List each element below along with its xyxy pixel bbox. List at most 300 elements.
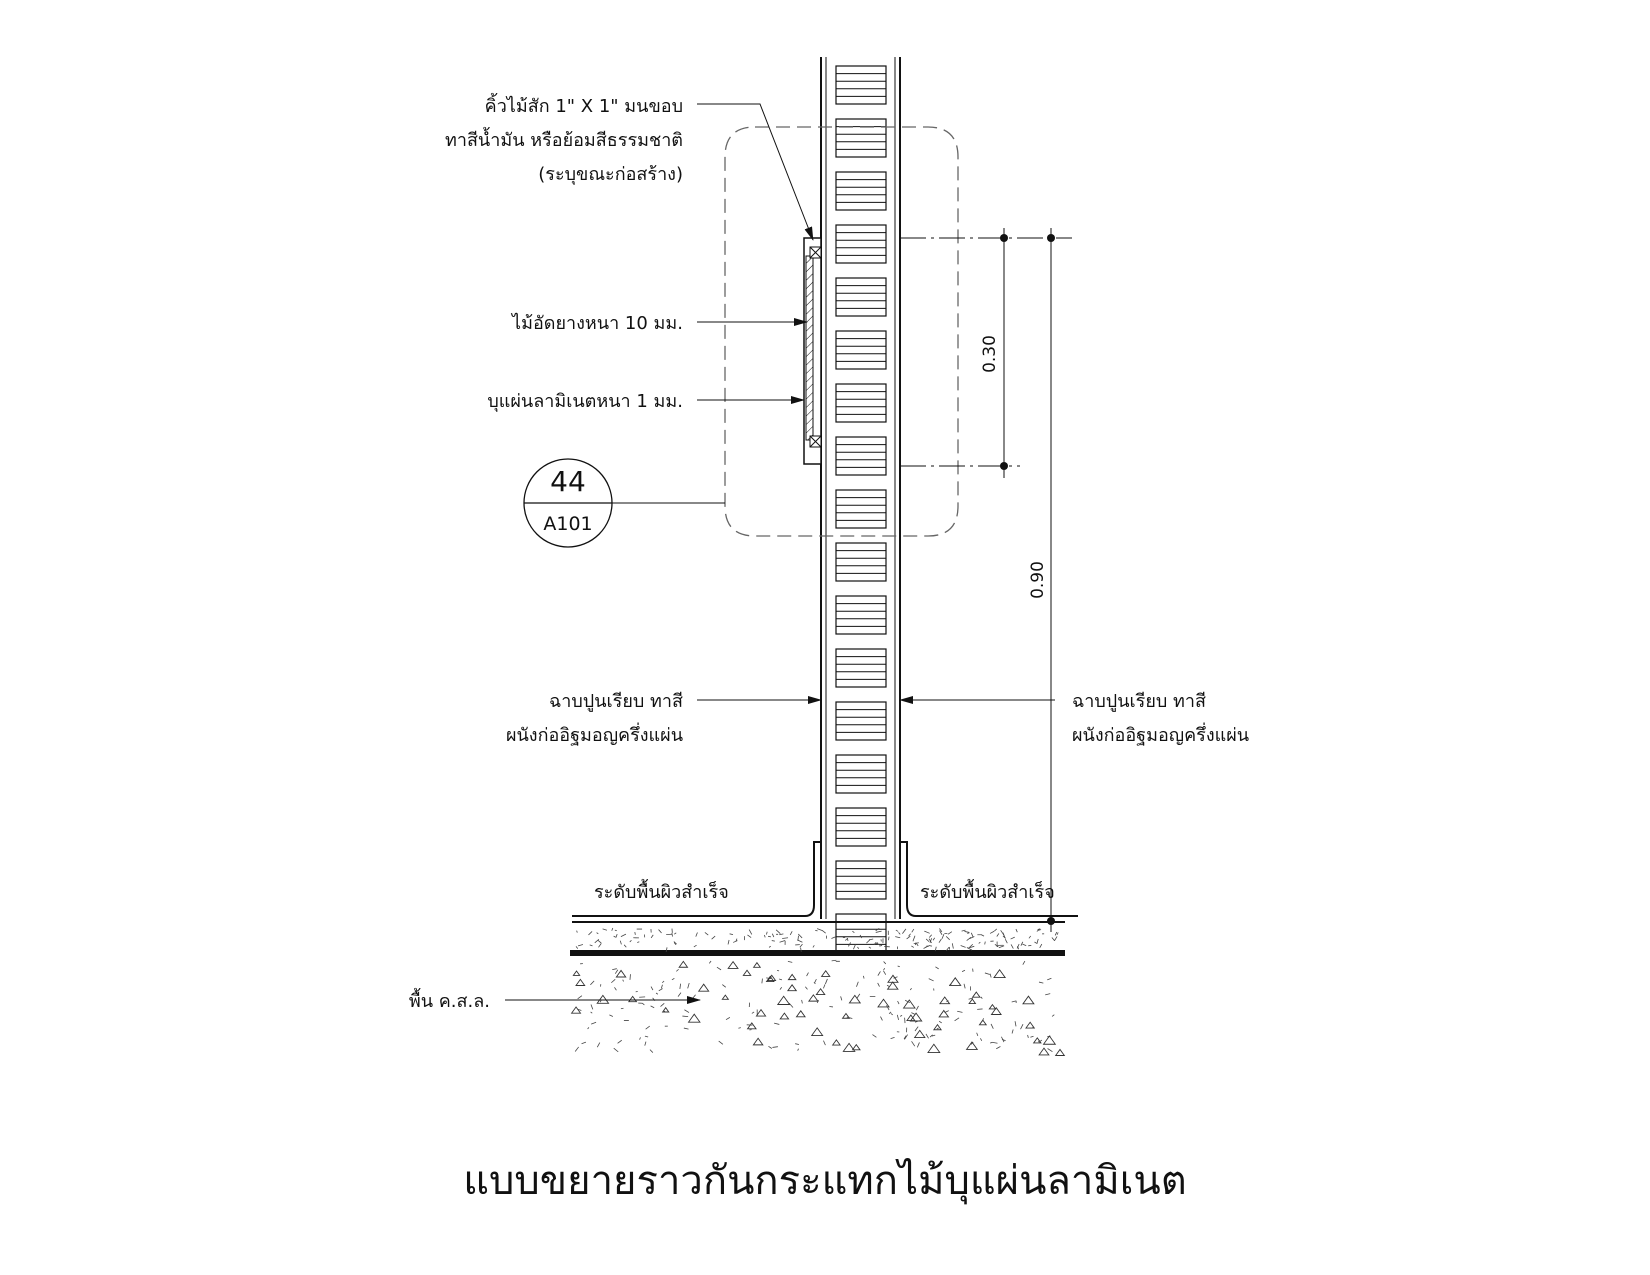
aggregate-stone	[743, 970, 750, 975]
aggregate-grain	[640, 1037, 641, 1039]
aggregate-grain	[693, 995, 696, 998]
aggregate-stone	[1039, 1048, 1049, 1055]
bumper-rail	[804, 238, 821, 464]
aggregate-grain	[1028, 1035, 1029, 1038]
note-slab: พื้น ค.ส.ล.	[408, 991, 490, 1012]
aggregate-grain	[780, 987, 782, 989]
aggregate-grain	[965, 931, 970, 932]
aggregate-grain	[726, 1017, 730, 1019]
aggregate-grain	[645, 1036, 648, 1037]
aggregate-grain	[929, 946, 932, 947]
aggregate-stone	[689, 1014, 700, 1022]
aggregate-grain	[612, 928, 613, 931]
aggregate-grain	[591, 1004, 593, 1009]
aggregate-grain	[615, 930, 617, 931]
aggregate-grain	[782, 938, 788, 939]
aggregate-grain	[946, 936, 949, 939]
aggregate-grain	[684, 1028, 689, 1029]
aggregate-grain	[730, 934, 733, 935]
note-floor-finish-left: ระดับพื้นผิวสำเร็จ	[594, 882, 729, 903]
aggregate-stone	[816, 989, 824, 995]
aggregate-grain	[623, 980, 624, 982]
aggregate-grain	[598, 940, 601, 943]
note-plaster-left-line1: ฉาบปูนเรียบ ทาสี	[549, 691, 683, 712]
aggregate-grain	[898, 966, 900, 967]
aggregate-grain	[651, 987, 653, 991]
aggregate-grain	[926, 939, 929, 942]
aggregate-grain	[981, 997, 982, 999]
aggregate-stone	[888, 975, 898, 982]
brick-course	[836, 172, 886, 210]
aggregate-grain	[907, 936, 911, 939]
aggregate-grain	[911, 1013, 915, 1015]
aggregate-grain	[939, 1021, 942, 1023]
aggregate-grain	[1021, 1024, 1023, 1029]
aggregate-grain	[733, 941, 737, 943]
aggregate-grain	[912, 929, 914, 932]
brick-course	[836, 437, 886, 475]
aggregate-stone	[748, 1023, 756, 1029]
aggregate-grain	[682, 1016, 688, 1017]
aggregate-stone	[888, 982, 898, 989]
aggregate-grain	[967, 933, 969, 934]
aggregate-grain	[887, 985, 890, 986]
brick-course	[836, 66, 886, 104]
aggregate-grain	[1012, 1030, 1013, 1034]
aggregate-stone	[753, 1038, 762, 1045]
aggregate-grain	[614, 936, 616, 937]
aggregate-grain	[1054, 936, 1057, 940]
aggregate-grain	[962, 970, 965, 971]
note-floor-finish-right: ระดับพื้นผิวสำเร็จ	[920, 882, 1055, 903]
aggregate-grain	[588, 1027, 589, 1029]
aggregate-grain	[637, 942, 639, 943]
aggregate-grain	[997, 933, 999, 936]
note-teak-trim-line3: (ระบุขณะก่อสร้าง)	[538, 164, 683, 185]
aggregate-stone	[788, 974, 795, 979]
aggregate-grain	[712, 936, 716, 939]
concrete-aggregate	[572, 928, 1065, 1055]
aggregate-grain	[857, 994, 860, 999]
aggregate-grain	[813, 945, 814, 947]
aggregate-grain	[630, 974, 631, 980]
aggregate-grain	[722, 985, 725, 988]
aggregate-grain	[624, 945, 626, 947]
aggregate-grain	[768, 936, 771, 937]
aggregate-grain	[964, 984, 965, 989]
aggregate-grain	[880, 1017, 882, 1021]
brick-course	[836, 384, 886, 422]
aggregate-stone	[629, 996, 637, 1001]
aggregate-stone	[1034, 1038, 1041, 1043]
aggregate-grain	[789, 1003, 793, 1007]
aggregate-stone	[573, 971, 579, 975]
aggregate-grain	[603, 929, 607, 930]
aggregate-grain	[895, 937, 900, 938]
aggregate-grain	[912, 1041, 915, 1046]
aggregate-stone	[754, 963, 761, 968]
note-laminate: บุแผ่นลามิเนตหนา 1 มม.	[487, 391, 683, 412]
aggregate-grain	[597, 1043, 600, 1048]
aggregate-grain	[802, 1000, 803, 1003]
aggregate-grain	[962, 930, 966, 931]
note-teak-trim-line2: ทาสีน้ำมัน หรือย้อมสีธรรมชาติ	[444, 130, 683, 151]
aggregate-grain	[614, 1048, 618, 1052]
aggregate-grain	[577, 931, 578, 933]
aggregate-grain	[916, 1006, 918, 1010]
aggregate-grain	[656, 993, 658, 994]
aggregate-grain	[661, 985, 662, 989]
aggregate-grain	[795, 1044, 799, 1045]
aggregate-grain	[878, 983, 880, 987]
aggregate-stone	[778, 996, 790, 1004]
aggregate-grain	[952, 943, 953, 948]
teak-trim-bottom	[810, 436, 821, 447]
aggregate-grain	[897, 1015, 898, 1020]
aggregate-grain	[911, 946, 913, 947]
aggregate-grain	[884, 961, 886, 963]
aggregate-stone	[1056, 1049, 1065, 1055]
dim-total-height: 0.90	[1028, 561, 1048, 599]
aggregate-grain	[630, 940, 632, 942]
aggregate-grain	[915, 1027, 918, 1031]
aggregate-grain	[1039, 982, 1043, 983]
aggregate-grain	[841, 996, 842, 1000]
aggregate-grain	[672, 978, 674, 979]
aggregate-grain	[917, 1042, 919, 1047]
aggregate-stone	[822, 971, 830, 977]
aggregate-grain	[872, 1035, 876, 1038]
brick-course	[836, 225, 886, 263]
detail-callout	[524, 459, 725, 547]
aggregate-grain	[971, 933, 973, 937]
aggregate-grain	[985, 973, 990, 975]
brick-course	[836, 914, 886, 952]
aggregate-grain	[578, 945, 583, 946]
aggregate-grain	[926, 1034, 929, 1038]
drawing-title: แบบขยายราวกันกระแทกไม้บุแผ่นลามิเนต	[463, 1158, 1187, 1204]
aggregate-grain	[752, 1012, 754, 1014]
aggregate-grain	[999, 946, 1004, 948]
aggregate-stone	[809, 995, 818, 1001]
aggregate-grain	[768, 1046, 771, 1048]
aggregate-grain	[582, 1042, 586, 1044]
brick-course	[836, 331, 886, 369]
aggregate-grain	[612, 969, 617, 970]
aggregate-stone	[780, 1013, 788, 1019]
aggregate-stone	[994, 970, 1005, 978]
aggregate-grain	[913, 936, 915, 941]
aggregate-grain	[822, 930, 825, 933]
brick-course	[836, 702, 886, 740]
aggregate-stone	[722, 995, 728, 999]
callout-sheet: A101	[543, 513, 593, 535]
aggregate-grain	[981, 935, 984, 936]
aggregate-grain	[825, 979, 827, 984]
aggregate-grain	[709, 961, 711, 963]
dim-rail-height: 0.30	[980, 335, 1000, 373]
aggregate-stone	[878, 999, 889, 1007]
aggregate-grain	[807, 973, 809, 976]
notes	[409, 93, 1249, 1012]
aggregate-grain	[1035, 942, 1037, 943]
aggregate-grain	[597, 933, 599, 934]
brick-course	[836, 755, 886, 793]
aggregate-stone	[788, 985, 796, 991]
aggregate-grain	[1040, 944, 1042, 948]
aggregate-grain	[831, 937, 835, 939]
aggregate-grain	[1045, 994, 1050, 995]
aggregate-grain	[598, 943, 601, 947]
aggregate-grain	[684, 1010, 689, 1013]
aggregate-grain	[651, 935, 653, 938]
aggregate-grain	[898, 1001, 899, 1004]
aggregate-grain	[1057, 932, 1058, 934]
aggregate-grain	[990, 931, 994, 933]
aggregate-grain	[1005, 939, 1007, 943]
dimensions	[900, 228, 1072, 932]
aggregate-grain	[747, 935, 751, 938]
aggregate-grain	[790, 931, 792, 935]
aggregate-grain	[611, 979, 615, 982]
aggregate-grain	[717, 967, 721, 970]
aggregate-grain	[1047, 978, 1051, 980]
aggregate-grain	[575, 1047, 578, 1052]
aggregate-grain	[990, 1042, 992, 1043]
aggregate-grain	[728, 940, 729, 944]
aggregate-grain	[779, 979, 782, 980]
aggregate-grain	[1011, 944, 1013, 948]
aggregate-grain	[937, 1028, 939, 1029]
aggregate-grain	[1016, 929, 1017, 932]
brick-course	[836, 278, 886, 316]
aggregate-grain	[621, 934, 626, 936]
aggregate-grain	[899, 932, 901, 934]
aggregate-grain	[798, 936, 799, 941]
aggregate-grain	[766, 932, 767, 935]
aggregate-stone	[989, 1005, 995, 1009]
aggregate-grain	[832, 960, 837, 961]
aggregate-grain	[979, 942, 981, 943]
aggregate-grain	[823, 984, 825, 988]
aggregate-grain	[977, 1033, 978, 1036]
aggregate-grain	[889, 1012, 891, 1014]
aggregate-grain	[678, 993, 681, 997]
aggregate-grain	[646, 1026, 650, 1029]
aggregate-grain	[614, 987, 616, 990]
aggregate-grain	[576, 946, 578, 948]
aggregate-grain	[1022, 944, 1026, 946]
aggregate-grain	[620, 941, 621, 945]
aggregate-grain	[942, 934, 944, 939]
aggregate-grain	[660, 1003, 664, 1006]
aggregate-grain	[645, 1042, 646, 1046]
aggregate-stone	[728, 962, 738, 969]
note-plaster-right-line2: ผนังก่ออิฐมอญครึ่งแผ่น	[1072, 725, 1250, 746]
aggregate-grain	[1015, 1021, 1016, 1026]
aggregate-grain	[924, 931, 929, 933]
aggregate-stone	[1044, 1036, 1056, 1044]
aggregate-grain	[749, 930, 752, 935]
aggregate-stone	[576, 979, 585, 985]
aggregate-grain	[588, 931, 592, 934]
note-plaster-right-line1: ฉาบปูนเรียบ ทาสี	[1072, 691, 1206, 712]
aggregate-grain	[863, 976, 864, 979]
aggregate-grain	[939, 939, 941, 943]
brick-course	[836, 861, 886, 899]
aggregate-grain	[662, 981, 664, 983]
aggregate-grain	[591, 1022, 596, 1024]
aggregate-grain	[798, 1049, 799, 1051]
aggregate-grain	[590, 945, 593, 946]
aggregate-stone	[616, 970, 625, 977]
aggregate-stone	[1023, 996, 1034, 1004]
aggregate-stone	[812, 1028, 823, 1036]
aggregate-grain	[955, 1018, 960, 1021]
aggregate-stone	[928, 1044, 940, 1052]
aggregate-grain	[590, 981, 594, 985]
aggregate-grain	[650, 1050, 653, 1053]
aggregate-grain	[856, 982, 858, 987]
aggregate-grain	[980, 1038, 981, 1040]
aggregate-grain	[694, 945, 697, 947]
aggregate-grain	[910, 988, 911, 990]
brick-course	[836, 649, 886, 687]
note-plywood: ไม้อัดยางหนา 10 มม.	[512, 313, 683, 334]
aggregate-grain	[823, 1041, 825, 1046]
aggregate-grain	[929, 935, 931, 938]
aggregate-grain	[772, 934, 774, 937]
aggregate-grain	[1023, 961, 1025, 965]
aggregate-grain	[1021, 942, 1023, 946]
aggregate-grain	[985, 942, 986, 945]
aggregate-grain	[957, 1011, 962, 1012]
aggregate-grain	[916, 943, 918, 945]
aggregate-grain	[935, 967, 938, 969]
aggregate-stone	[699, 984, 709, 991]
aggregate-grain	[1001, 930, 1004, 935]
aggregate-stone	[679, 961, 687, 967]
aggregate-stone	[973, 992, 980, 997]
aggregate-grain	[961, 946, 966, 948]
aggregate-grain	[800, 944, 803, 947]
brick-wall	[821, 57, 900, 952]
callout-number: 44	[550, 465, 586, 498]
aggregate-grain	[990, 974, 991, 978]
aggregate-grain	[902, 929, 906, 934]
brick-course	[836, 808, 886, 846]
aggregate-grain	[680, 984, 681, 989]
aggregate-grain	[776, 930, 780, 934]
brick-course	[836, 490, 886, 528]
brick-course	[836, 543, 886, 581]
aggregate-grain	[774, 1023, 779, 1024]
aggregate-grain	[696, 932, 698, 936]
brick-courses	[836, 66, 886, 952]
aggregate-stone	[915, 1030, 925, 1037]
aggregate-grain	[929, 979, 934, 981]
aggregate-grain	[688, 983, 690, 988]
aggregate-grain	[788, 961, 792, 962]
aggregate-grain	[991, 1024, 993, 1029]
aggregate-stone	[756, 1010, 765, 1016]
concrete-slab	[570, 928, 1065, 1055]
aggregate-grain	[1012, 1001, 1016, 1002]
aggregate-stone	[796, 1011, 805, 1017]
aggregate-grain	[651, 1006, 655, 1008]
aggregate-grain	[705, 932, 708, 935]
aggregate-grain	[883, 971, 885, 975]
aggregate-grain	[635, 932, 636, 935]
aggregate-grain	[815, 979, 817, 982]
aggregate-grain	[933, 938, 935, 940]
aggregate-grain	[994, 929, 996, 931]
aggregate-grain	[891, 1013, 893, 1014]
aggregate-grain	[1011, 937, 1015, 939]
aggregate-grain	[1037, 939, 1038, 944]
aggregate-stone	[969, 999, 975, 1003]
teak-trim-top	[810, 247, 821, 258]
aggregate-grain	[805, 987, 807, 990]
aggregate-grain	[1029, 936, 1031, 938]
aggregate-grain	[1048, 1048, 1053, 1051]
aggregate-grain	[764, 935, 765, 937]
aggregate-grain	[817, 929, 822, 931]
aggregate-grain	[878, 971, 881, 975]
aggregate-grain	[616, 934, 617, 937]
aggregate-grain	[1055, 932, 1057, 935]
aggregate-grain	[896, 930, 898, 931]
brick-course	[836, 119, 886, 157]
aggregate-grain	[884, 968, 885, 970]
aggregate-stone	[950, 978, 961, 986]
aggregate-grain	[948, 932, 952, 935]
aggregate-grain	[769, 946, 771, 947]
note-teak-trim-line1: คิ้วไม้สัก 1" X 1" มนขอบ	[484, 96, 683, 117]
aggregate-grain	[909, 934, 911, 937]
aggregate-stone	[597, 995, 608, 1003]
aggregate-grain	[719, 1041, 723, 1044]
aggregate-grain	[996, 1046, 1000, 1048]
aggregate-grain	[1052, 1015, 1054, 1017]
aggregate-grain	[595, 939, 599, 942]
aggregate-grain	[674, 933, 676, 934]
aggregate-grain	[891, 1037, 895, 1038]
aggregate-stone	[849, 995, 860, 1003]
aggregate-grain	[779, 934, 783, 935]
aggregate-grain	[615, 970, 618, 974]
aggregate-grain	[672, 933, 673, 937]
aggregate-grain	[659, 989, 663, 991]
aggregate-grain	[1052, 938, 1055, 941]
note-plaster-left-line2: ผนังก่ออิฐมอญครึ่งแผ่น	[505, 725, 683, 746]
aggregate-grain	[1030, 1036, 1033, 1037]
aggregate-grain	[676, 969, 678, 971]
aggregate-grain	[618, 1040, 622, 1043]
aggregate-grain	[993, 1042, 998, 1043]
aggregate-grain	[780, 940, 785, 942]
aggregate-grain	[578, 996, 582, 999]
aggregate-stone	[833, 1040, 840, 1045]
aggregate-grain	[642, 1003, 644, 1005]
aggregate-grain	[762, 979, 763, 984]
aggregate-grain	[925, 946, 927, 947]
aggregate-grain	[772, 941, 775, 942]
aggregate-grain	[772, 1047, 777, 1048]
aggregate-grain	[900, 1015, 902, 1016]
brick-course	[836, 596, 886, 634]
aggregate-grain	[659, 930, 662, 933]
